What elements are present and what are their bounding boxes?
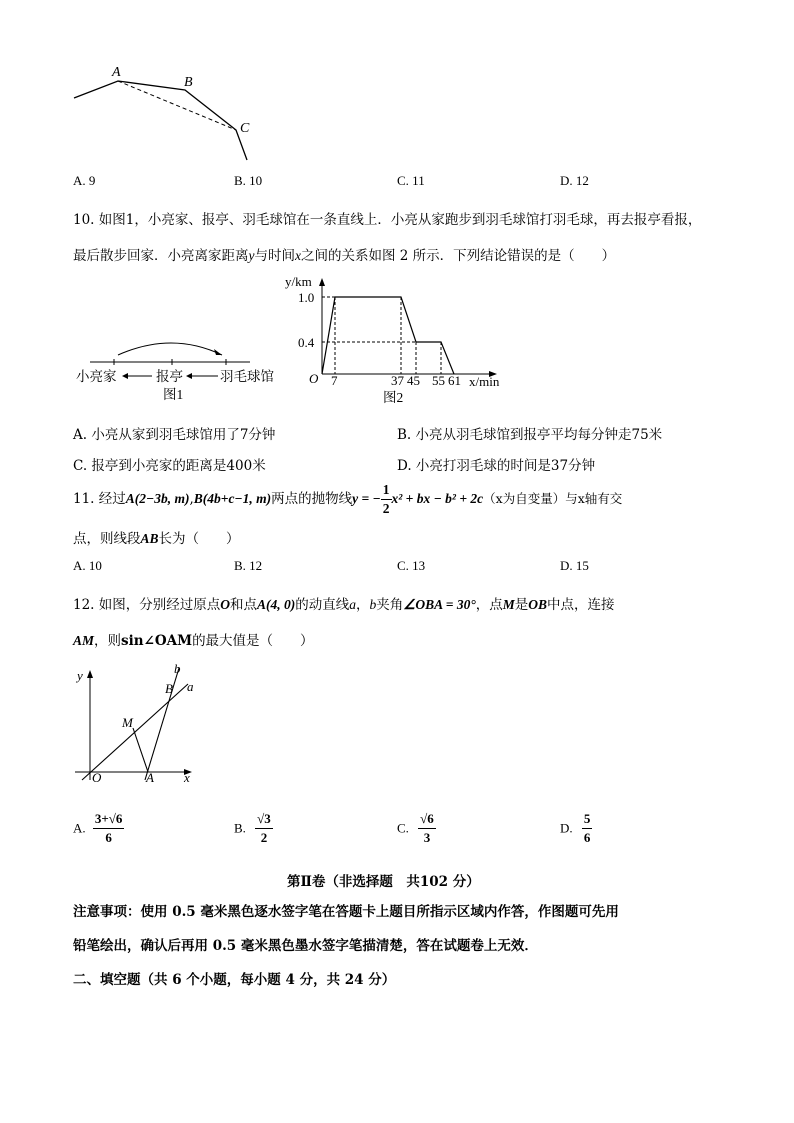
q12-var: M — [502, 597, 515, 612]
q9-label-c: C — [240, 121, 250, 136]
q12-option-c-fraction — [418, 810, 436, 847]
q12-fig-a-point: A — [146, 770, 154, 785]
q10-fig1-kiosk: 报亭 — [156, 369, 183, 384]
q12-text: ，则 — [94, 633, 122, 649]
q9-option-d: D. 12 — [560, 173, 589, 188]
q12-stem-line2 — [73, 629, 314, 649]
q12-option-d-fraction — [582, 810, 593, 847]
q9-option-a: A. 9 — [73, 173, 96, 188]
q12-frac-den: 2 — [260, 830, 268, 845]
q12-option-d — [560, 810, 592, 847]
q12-option-c — [397, 810, 436, 847]
q12-option-letter: D. — [560, 820, 573, 836]
q12-frac-num: √6 — [418, 810, 436, 829]
section2-notice-line2: 铅笔绘出，确认后再用 0.5 毫米黑色墨水签字笔描清楚，答在试题卷上无效． — [73, 938, 538, 954]
q10-text: 与时间 — [254, 248, 295, 264]
q11-stem-line2 — [73, 527, 240, 547]
q12-frac-num: 5 — [582, 810, 593, 829]
q9-option-c: C. 11 — [397, 173, 425, 188]
q12-fig-b-point: B — [165, 681, 173, 696]
q11-equation-right: x² + bx − b² + 2c — [391, 491, 484, 506]
q12-frac-den: 6 — [583, 830, 591, 845]
q11-text: 两点的抛物线 — [271, 491, 353, 507]
q10-fig2-xlabel: x/min — [469, 374, 500, 389]
q12-option-b — [234, 810, 273, 847]
q10-fig1-caption: 图1 — [163, 387, 184, 402]
q12-option-a-fraction — [93, 810, 125, 847]
q10-option-a: A. 小亮从家到羽毛球馆用了7分钟 — [73, 427, 276, 443]
q9-figure — [66, 60, 266, 170]
q11-equation-left: y = − — [352, 491, 381, 506]
q10-fig1-home: 小亮家 — [76, 369, 117, 384]
q12-text: ， — [356, 597, 370, 613]
section2-notice-line1: 注意事项：使用 0.5 毫米黑色逐水签字笔在答题卡上题目所指示区域内作答，作图题可先用 — [73, 904, 619, 920]
q11-text: 11. 经过 — [73, 491, 126, 507]
q11-option-c: C. 13 — [397, 558, 426, 573]
q10-option-c: C. 报亭到小亮家的距离是400米 — [73, 458, 266, 474]
q11-frac-num: 1 — [381, 481, 392, 500]
q12-option-b-fraction — [255, 810, 273, 847]
q12-option-letter: B. — [234, 820, 246, 836]
q12-var: b — [369, 597, 377, 612]
section2-title: 第Ⅱ卷（非选择题 共102 分） — [287, 874, 480, 890]
q10-stem-line2 — [73, 244, 615, 264]
q12-frac-den: 3 — [423, 830, 431, 845]
q9-option-b: B. 10 — [234, 173, 263, 188]
q12-var: OB — [528, 597, 548, 612]
q12-fig-o: O — [92, 770, 102, 785]
q10-var-x: x — [295, 248, 301, 263]
q11-option-a: A. 10 — [73, 558, 102, 573]
q10-fig2-ytick-1: 1.0 — [298, 290, 315, 305]
q10-fig2-ytick-04: 0.4 — [298, 335, 315, 350]
q10-fig2-caption: 图2 — [383, 390, 404, 405]
q10-text: 最后散步回家．小亮离家距离 — [73, 248, 249, 264]
q10-fig2-xtick-61: 61 — [448, 373, 461, 388]
q11-text: 点，则线段 — [73, 531, 141, 547]
q12-sin: sin∠OAM — [121, 633, 193, 649]
q11-fraction — [381, 481, 392, 518]
q10-option-b: B. 小亮从羽毛球馆到报亭平均每分钟走75米 — [397, 427, 663, 443]
q12-option-letter: A. — [73, 820, 86, 836]
q11-frac-den: 2 — [382, 501, 390, 516]
q12-stem-line1 — [73, 593, 615, 613]
q10-fig2-xtick-37: 37 — [391, 373, 404, 388]
q12-frac-num: √3 — [255, 810, 273, 829]
q12-text: 夹角 — [376, 597, 404, 613]
q12-frac-num: 3+√6 — [93, 810, 125, 829]
q10-figure1 — [70, 335, 295, 407]
q9-label-a: A — [112, 65, 121, 80]
q10-option-d: D. 小亮打羽毛球的时间是37分钟 — [397, 458, 596, 474]
q12-text: 是 — [514, 597, 529, 613]
q11-option-d: D. 15 — [560, 558, 589, 573]
q10-fig2-xtick-7: 7 — [331, 373, 338, 388]
q11-segment-ab: AB — [140, 531, 159, 546]
q12-fig-m-point: M — [122, 715, 133, 730]
q12-var: O — [220, 597, 231, 612]
q12-text: 和点 — [230, 597, 258, 613]
q10-fig2-origin: O — [309, 371, 319, 386]
q9-label-b: B — [184, 75, 193, 90]
q11-point-a: A(2−3b, m) — [125, 491, 190, 506]
q12-option-letter: C. — [397, 820, 409, 836]
q12-text: 的动直线 — [295, 597, 350, 613]
q12-frac-den: 6 — [105, 830, 112, 845]
q12-point-a: A(4, 0) — [257, 597, 296, 612]
q10-figure2 — [283, 272, 523, 407]
q11-text: （x为自变量）与x轴有交 — [483, 491, 623, 506]
q10-stem-line1: 10. 如图1，小亮家、报亭、羽毛球馆在一条直线上．小亮从家跑步到羽毛球馆打羽毛球，再去报亭看报， — [73, 212, 702, 228]
q12-angle: ∠OBA = 30° — [403, 597, 476, 612]
q11-text: 长为（ ） — [158, 531, 240, 547]
q12-text: 12. 如图，分别经过原点 — [73, 597, 221, 613]
fill-blank-section-title: 二、填空题（共 6 个小题，每小题 4 分，共 24 分） — [73, 972, 396, 988]
q12-text: 中点，连接 — [547, 597, 615, 613]
q10-fig1-gym: 羽毛球馆 — [220, 369, 274, 384]
q12-fig-line-b: b — [174, 661, 181, 676]
q11-option-b: B. 12 — [234, 558, 263, 573]
q12-text: ，点 — [475, 597, 503, 613]
q12-fig-y: y — [77, 668, 83, 683]
q10-fig2-xtick-45: 45 — [407, 373, 420, 388]
q10-var-y: y — [248, 248, 255, 263]
q10-text: 之间的关系如图 2 所示．下列结论错误的是（ ） — [301, 248, 616, 264]
q11-text: , — [189, 491, 194, 507]
q12-var: a — [349, 597, 357, 612]
q12-figure — [70, 660, 205, 790]
q11-stem-line1 — [73, 481, 622, 518]
q11-point-b: B(4b+c−1, m) — [193, 491, 272, 506]
q12-fig-x: x — [184, 770, 190, 785]
q12-text: 的最大值是（ ） — [192, 633, 314, 649]
q12-fig-line-a: a — [187, 679, 194, 694]
q12-var: AM — [73, 633, 95, 648]
q10-fig2-ylabel: y/km — [285, 274, 312, 289]
q12-option-a — [73, 810, 124, 847]
q10-fig2-xtick-55: 55 — [432, 373, 445, 388]
